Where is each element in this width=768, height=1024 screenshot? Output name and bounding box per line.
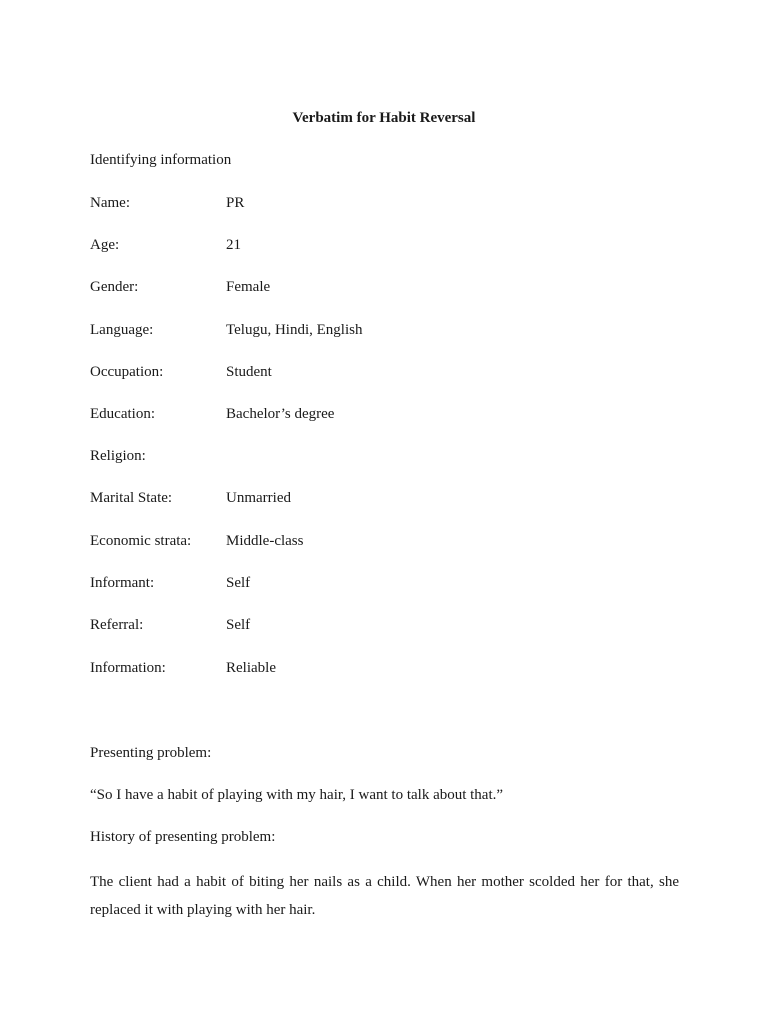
- field-label-language: Language:: [90, 322, 154, 338]
- field-value-occupation: Student: [226, 364, 272, 380]
- field-value-name: PR: [226, 195, 245, 211]
- field-value-economic-strata: Middle-class: [226, 533, 304, 549]
- field-value-language: Telugu, Hindi, English: [226, 322, 363, 338]
- field-value-referral: Self: [226, 617, 251, 633]
- field-label-occupation: Occupation:: [90, 364, 164, 380]
- field-value-age: 21: [226, 237, 241, 253]
- field-label-gender: Gender:: [90, 279, 139, 295]
- history-paragraph: The client had a habit of biting her nails as a child. When her mother scolded her for that, she replaced it with playing with her hair.: [90, 874, 679, 918]
- presenting-problem-heading: Presenting problem:: [90, 745, 212, 761]
- field-label-education: Education:: [90, 406, 155, 422]
- field-label-marital-state: Marital State:: [90, 490, 173, 506]
- field-label-informant: Informant:: [90, 575, 155, 591]
- field-value-information: Reliable: [226, 660, 276, 676]
- field-label-name: Name:: [90, 195, 130, 211]
- field-label-referral: Referral:: [90, 617, 144, 633]
- identifying-information-heading: Identifying information: [90, 152, 232, 168]
- field-label-age: Age:: [90, 237, 120, 253]
- field-value-marital-state: Unmarried: [226, 490, 291, 506]
- field-value-gender: Female: [226, 279, 271, 295]
- field-label-information: Information:: [90, 660, 166, 676]
- field-value-informant: Self: [226, 575, 251, 591]
- presenting-problem-quote: “So I have a habit of playing with my hair, I want to talk about that.”: [90, 787, 504, 803]
- document-title: Verbatim for Habit Reversal: [292, 110, 476, 126]
- history-heading: History of presenting problem:: [90, 829, 276, 845]
- field-value-education: Bachelor’s degree: [226, 406, 335, 422]
- field-label-economic-strata: Economic strata:: [90, 533, 192, 549]
- field-label-religion: Religion:: [90, 448, 146, 464]
